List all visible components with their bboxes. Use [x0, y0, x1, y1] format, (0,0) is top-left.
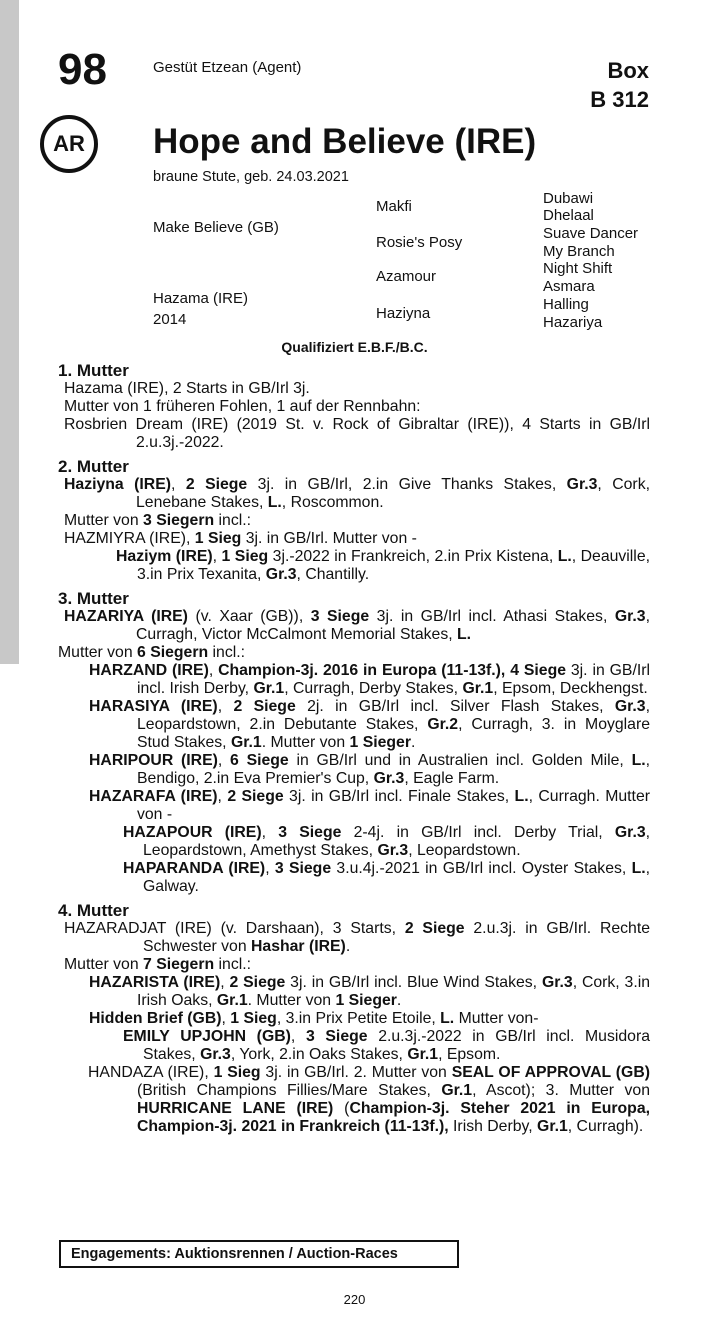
pedigree-g3: Hazariya [543, 314, 603, 331]
third-dam-line: HAZARIYA (IRE) (v. Xaar (GB)), 3 Siege 3j. in GB/Irl incl. Athasi Stakes, Gr.3, Curragh, Victor McCalmont Memorial Stakes, L. [64, 608, 650, 643]
first-dam-heading: 1. Mutter [58, 361, 129, 380]
box-info [590, 56, 649, 114]
pedigree-dam-dam: Haziyna [376, 305, 431, 322]
consignor-agent: Gestüt Etzean (Agent) [153, 59, 302, 76]
produce-entry: Hidden Brief (GB), 1 Sieg, 3.in Prix Petite Etoile, L. Mutter von- [89, 1010, 539, 1027]
first-dam-produce: Mutter von 1 früheren Fohlen, 1 auf der Rennbahn: [64, 398, 421, 415]
family-section [58, 362, 650, 1136]
produce-entry: HARASIYA (IRE), 2 Siege 2j. in GB/Irl incl. Silver Flash Stakes, Gr.3, Leopardstown, 2.in Debutante Stakes, Gr.2, Curragh, 3. in Moyglare Stud Stakes, Gr.1. Mutter von 1 Sieger. [89, 698, 651, 751]
pedigree-g3: Suave Dancer [543, 225, 639, 242]
box-label: Box [607, 58, 649, 83]
pedigree-dam-year: 2014 [153, 311, 187, 328]
engagements-box: Engagements: Auktionsrennen / Auction-Races [59, 1240, 459, 1268]
produce-entry: HAZARAFA (IRE), 2 Siege 3j. in GB/Irl incl. Finale Stakes, L., Curragh. Mutter von - [89, 788, 650, 823]
produce-entry: HANDAZA (IRE), 1 Sieg 3j. in GB/Irl. 2. Mutter von SEAL OF APPROVAL (GB) (British Champions Fillies/Mare Stakes, Gr.1, Ascot); 3. Mutter von HURRICANE LANE (IRE) (Champion-3j. Steher 2021 in Europa, Champion-3j. 2021 in Frankreich (11-13f.), Irish Derby, Gr.1, Curragh). [88, 1064, 650, 1135]
produce-entry: HAZMIYRA (IRE), 1 Sieg 3j. in GB/Irl. Mutter von - [64, 530, 417, 547]
pedigree-sire: Make Believe (GB) [153, 219, 279, 236]
pedigree-g3: Asmara [543, 278, 595, 295]
produce-entry: HAZAPOUR (IRE), 3 Siege 2-4j. in GB/Irl incl. Derby Trial, Gr.3, Leopardstown, Amethyst Stakes, Gr.3, Leopardstown. [123, 824, 651, 859]
third-dam-produce: Mutter von 6 Siegern incl.: [58, 644, 246, 661]
first-dam-foal: Rosbrien Dream (IRE) (2019 St. v. Rock of Gibraltar (IRE)), 4 Starts in GB/Irl 2.u.3j.-2022. [64, 416, 650, 451]
produce-entry: HARIPOUR (IRE), 6 Siege in GB/Irl und in Australien incl. Golden Mile, L., Bendigo, 2.in Eva Premier's Cup, Gr.3, Eagle Farm. [89, 752, 651, 787]
pedigree-g3: Night Shift [543, 260, 613, 277]
produce-entry: EMILY UPJOHN (GB), 3 Siege 2.u.3j.-2022 in GB/Irl incl. Musidora Stakes, Gr.3, York, 2.in Oaks Stakes, Gr.1, Epsom. [123, 1028, 650, 1063]
pedigree-dam: Hazama (IRE) [153, 290, 249, 307]
first-dam-line: Hazama (IRE), 2 Starts in GB/Irl 3j. [64, 380, 310, 397]
second-dam-produce: Mutter von 3 Siegern incl.: [64, 512, 252, 529]
pedigree-g3: Dhelaal [543, 207, 594, 224]
third-dam-heading: 3. Mutter [58, 589, 129, 608]
produce-entry: HARZAND (IRE), Champion-3j. 2016 in Europa (11-13f.), 4 Siege 3j. in GB/Irl incl. Irish Derby, Gr.1, Curragh, Derby Stakes, Gr.1, Epsom, Deckhengst. [89, 662, 650, 697]
produce-entry: HAZARISTA (IRE), 2 Siege 3j. in GB/Irl incl. Blue Wind Stakes, Gr.3, Cork, 3.in Irish Oaks, Gr.1. Mutter von 1 Sieger. [89, 974, 651, 1009]
second-dam-line: Haziyna (IRE), 2 Siege 3j. in GB/Irl, 2.in Give Thanks Stakes, Gr.3, Cork, Lenebane Stakes, L., Roscommon. [64, 476, 650, 511]
fourth-dam-produce: Mutter von 7 Siegern incl.: [64, 956, 252, 973]
pedigree-dam-sire: Azamour [376, 268, 437, 285]
qualification: Qualifiziert E.B.F./B.C. [281, 339, 428, 355]
box-number: B 312 [590, 87, 649, 112]
pedigree-g3: Dubawi [543, 190, 594, 207]
lot-number: 98 [58, 45, 107, 94]
horse-name: Hope and Believe (IRE) [153, 122, 537, 161]
second-dam-heading: 2. Mutter [58, 457, 129, 476]
pedigree-sire-sire: Makfi [376, 198, 412, 215]
pedigree-g3: My Branch [543, 243, 615, 260]
pedigree-sire-dam: Rosie's Posy [376, 234, 463, 251]
pedigree-g3: Halling [543, 296, 589, 313]
page-edge-bar [0, 0, 19, 664]
page-number: 220 [343, 1292, 366, 1307]
fourth-dam-line: HAZARADJAT (IRE) (v. Darshaan), 3 Starts, 2 Siege 2.u.3j. in GB/Irl. Rechte Schwester von Hashar (IRE). [64, 920, 650, 955]
ar-badge-icon: AR [40, 115, 98, 173]
produce-entry: Haziym (IRE), 1 Sieg 3j.-2022 in Frankreich, 2.in Prix Kistena, L., Deauville, 3.in Prix Texanita, Gr.3, Chantilly. [116, 548, 650, 583]
horse-description: braune Stute, geb. 24.03.2021 [153, 169, 349, 185]
fourth-dam-heading: 4. Mutter [58, 901, 129, 920]
produce-entry: HAPARANDA (IRE), 3 Siege 3.u.4j.-2021 in GB/Irl incl. Oyster Stakes, L., Galway. [123, 860, 651, 895]
